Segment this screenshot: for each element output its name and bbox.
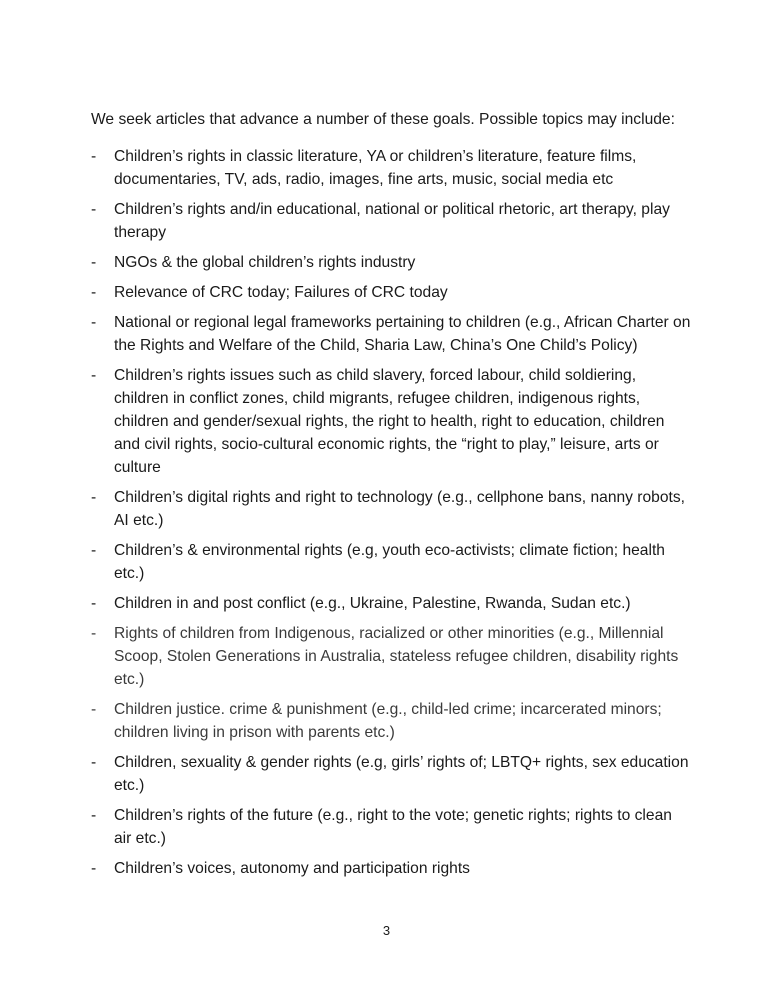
list-item-text: Children justice. crime & punishment (e.g., child-led crime; incarcerated minors; children living in prison with parents etc.) xyxy=(114,701,662,741)
list-item-text: Children’s voices, autonomy and participation rights xyxy=(114,860,470,877)
topic-list xyxy=(91,145,691,887)
intro-paragraph: We seek articles that advance a number of these goals. Possible topics may include: xyxy=(91,110,675,128)
bullet-dash: - xyxy=(91,254,97,271)
list-item-text: Children, sexuality & gender rights (e.g, girls’ rights of; LBTQ+ rights, sex education etc.) xyxy=(114,754,689,794)
list-item xyxy=(91,857,691,880)
list-item-text: National or regional legal frameworks pertaining to children (e.g., African Charter on the Rights and Welfare of the Child, Sharia Law, China’s One Child’s Policy) xyxy=(114,314,691,354)
list-item xyxy=(91,751,691,797)
list-item-text: Children in and post conflict (e.g., Ukraine, Palestine, Rwanda, Sudan etc.) xyxy=(114,595,631,612)
bullet-dash: - xyxy=(91,489,97,506)
bullet-dash: - xyxy=(91,807,97,824)
list-item xyxy=(91,281,691,304)
bullet-dash: - xyxy=(91,284,97,301)
bullet-dash: - xyxy=(91,542,97,559)
bullet-dash: - xyxy=(91,625,97,642)
list-item-text: NGOs & the global children’s rights industry xyxy=(114,254,416,271)
list-item xyxy=(91,311,691,357)
bullet-dash: - xyxy=(91,148,97,165)
list-item xyxy=(91,592,691,615)
list-item-text: Children’s rights and/in educational, national or political rhetoric, art therapy, play therapy xyxy=(114,201,670,241)
bullet-dash: - xyxy=(91,860,97,877)
bullet-dash: - xyxy=(91,314,97,331)
list-item xyxy=(91,145,691,191)
list-item xyxy=(91,698,691,744)
bullet-dash: - xyxy=(91,701,97,718)
list-item-text: Children’s rights in classic literature, YA or children’s literature, feature films, documentaries, TV, ads, radio, images, fine arts, music, social media etc xyxy=(114,148,637,188)
list-item xyxy=(91,251,691,274)
page-number: 3 xyxy=(382,923,391,938)
list-item-text: Children’s & environmental rights (e.g, youth eco-activists; climate fiction; health etc.) xyxy=(114,542,665,582)
list-item-text: Children’s rights issues such as child slavery, forced labour, child soldiering, children in conflict zones, child migrants, refugee children, indigenous rights, children and gender/sexual rights, the right to health, right to education, children and civil rights, socio-cultural economic rights, the “right to play,” leisure, arts or culture xyxy=(114,367,665,476)
bullet-dash: - xyxy=(91,367,97,384)
list-item xyxy=(91,486,691,532)
list-item xyxy=(91,622,691,691)
bullet-dash: - xyxy=(91,754,97,771)
list-item xyxy=(91,364,691,479)
list-item xyxy=(91,198,691,244)
list-item-text: Rights of children from Indigenous, racialized or other minorities (e.g., Millennial Scoop, Stolen Generations in Australia, stateless refugee children, disability rights etc.) xyxy=(114,625,679,688)
list-item-text: Children’s digital rights and right to technology (e.g., cellphone bans, nanny robots, AI etc.) xyxy=(114,489,685,529)
bullet-dash: - xyxy=(91,201,97,218)
list-item xyxy=(91,539,691,585)
list-item-text: Children’s rights of the future (e.g., right to the vote; genetic rights; rights to clean air etc.) xyxy=(114,807,672,847)
bullet-dash: - xyxy=(91,595,97,612)
list-item xyxy=(91,804,691,850)
list-item-text: Relevance of CRC today; Failures of CRC today xyxy=(114,284,448,301)
